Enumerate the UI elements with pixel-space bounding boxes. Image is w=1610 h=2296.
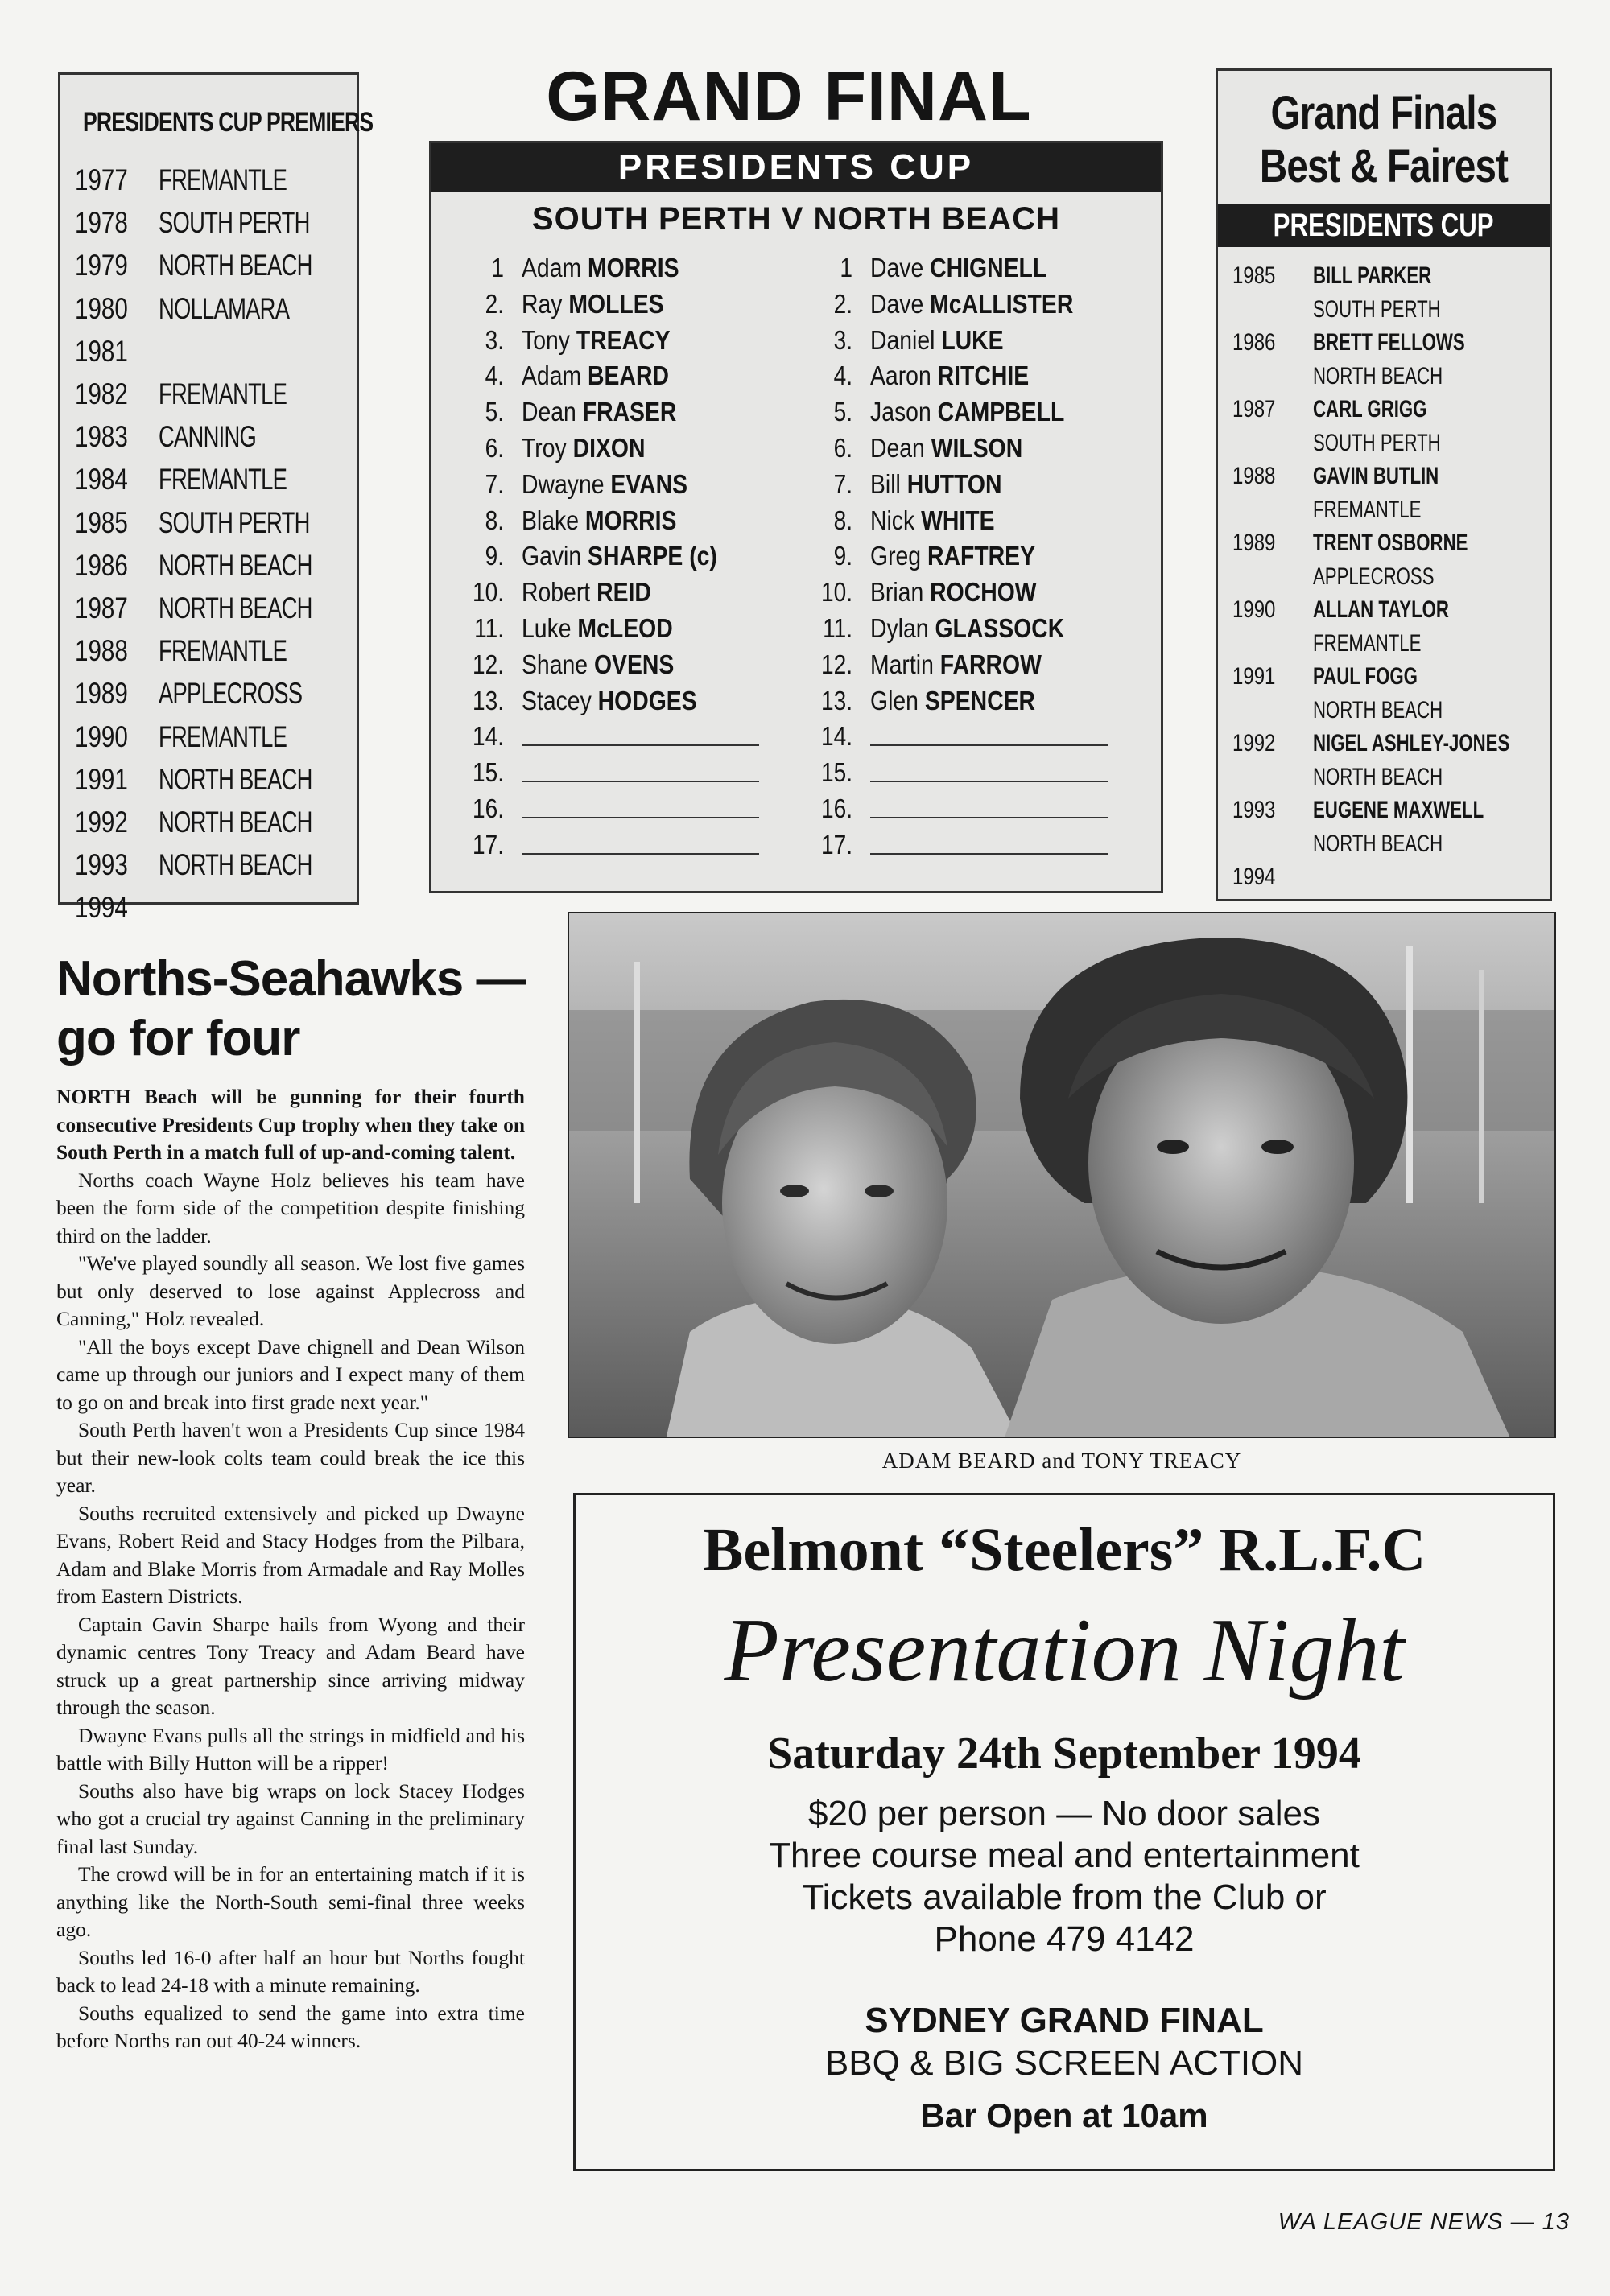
grand-final-title: GRAND FINAL: [546, 58, 1032, 135]
premiers-year: 1992: [75, 806, 128, 839]
team-player-row: [812, 430, 1134, 466]
player-name: [870, 646, 1042, 682]
premiers-club: FREMANTLE: [159, 163, 287, 196]
player-name: [870, 286, 1073, 322]
team-player-row: [812, 357, 1134, 394]
page-footer: WA LEAGUE NEWS — 13: [1278, 2209, 1570, 2235]
player-name: [522, 394, 676, 430]
team-player-row: [812, 538, 1134, 574]
premiers-row: [75, 674, 353, 713]
ad-bar-open: Bar Open at 10am: [920, 2096, 1208, 2134]
team-player-row: [464, 754, 786, 790]
team-player-row: [464, 646, 786, 682]
player-number: 7.: [485, 468, 504, 499]
player-first-name: Jason: [870, 397, 931, 427]
player-number: 1: [491, 253, 504, 282]
premiers-row: [75, 546, 366, 585]
best-fairest-row: [1232, 527, 1522, 559]
team-player-row: [464, 682, 786, 719]
team-player-row: [464, 718, 786, 754]
best-fairest-year: 1986: [1232, 329, 1276, 356]
player-number: 10.: [473, 577, 504, 608]
player-first-name: Martin: [870, 649, 934, 679]
player-name: [522, 430, 645, 466]
best-fairest-name: ALLAN TAYLOR: [1313, 596, 1449, 623]
team-player-row: [812, 682, 1134, 719]
presentation-night-ad: [573, 1493, 1555, 2171]
best-fairest-year: 1992: [1232, 730, 1276, 756]
player-number: 9.: [833, 541, 852, 571]
blank-entry-line: [522, 853, 759, 855]
player-number: 12.: [821, 649, 852, 679]
player-first-name: Glen: [870, 685, 919, 715]
player-name: [870, 466, 1001, 502]
player-number: 2.: [833, 288, 852, 319]
best-fairest-club: NORTH BEACH: [1313, 697, 1443, 723]
best-fairest-title-line1: Grand Finals: [1270, 87, 1497, 139]
player-surname: REID: [597, 577, 651, 608]
player-name: [522, 682, 697, 719]
team-player-row: [812, 394, 1134, 430]
best-fairest-club: NORTH BEACH: [1313, 764, 1443, 790]
player-surname: EVANS: [610, 468, 688, 499]
team-player-row: [812, 286, 1134, 322]
team-player-row: [812, 502, 1134, 538]
player-number: 14.: [473, 721, 504, 752]
premiers-club: NORTH BEACH: [159, 249, 312, 282]
player-name: [522, 286, 664, 322]
player-number: 11.: [823, 613, 852, 643]
player-surname: WILSON: [931, 433, 1023, 463]
player-surname: ROCHOW: [930, 577, 1037, 608]
best-fairest-year: 1990: [1232, 596, 1276, 623]
player-name: [522, 538, 717, 574]
player-number: 17.: [473, 829, 504, 859]
best-fairest-name: CARL GRIGG: [1313, 396, 1427, 423]
premiers-club: FREMANTLE: [159, 719, 287, 753]
best-fairest-table: [1216, 68, 1552, 901]
article-paragraph: The crowd will be in for an entertaining match if it is anything like the North-South semi-final three weeks ago.: [56, 1862, 525, 1941]
premiers-year: 1990: [75, 719, 128, 753]
best-fairest-club: FREMANTLE: [1313, 630, 1422, 657]
best-fairest-club: NORTH BEACH: [1313, 831, 1443, 857]
player-number: 5.: [833, 397, 852, 427]
premiers-year: 1979: [75, 249, 128, 282]
blank-entry-line: [870, 744, 1108, 746]
best-fairest-name: TRENT OSBORNE: [1313, 530, 1468, 556]
premiers-club: NORTH BEACH: [159, 848, 312, 882]
ad-price-line: $20 per person — No door sales: [808, 1794, 1320, 1833]
premiers-row: [75, 846, 366, 884]
premiers-row: [75, 589, 366, 628]
player-number: 17.: [821, 829, 852, 859]
team-player-row: [464, 790, 786, 826]
best-fairest-row: [1232, 594, 1496, 626]
premiers-year: 1980: [75, 291, 128, 325]
premiers-club: NOLLAMARA: [159, 291, 290, 325]
ad-date: Saturday 24th September 1994: [767, 1729, 1361, 1779]
presidents-cup-bar: PRESIDENTS CUP: [431, 143, 1161, 192]
team-player-row: [464, 394, 786, 430]
team-player-row: [464, 610, 786, 646]
premiers-club: NORTH BEACH: [159, 762, 312, 796]
best-fairest-year: 1993: [1232, 797, 1276, 823]
player-name: [522, 249, 679, 286]
team-player-row: [464, 322, 786, 358]
team-player-row: [812, 826, 1134, 863]
team-player-row: [464, 502, 786, 538]
player-surname: MORRIS: [584, 505, 677, 535]
premiers-row: [75, 460, 332, 499]
article-body: [56, 1083, 525, 2055]
player-surname: CHIGNELL: [930, 253, 1047, 282]
grand-final-teams: [429, 141, 1163, 893]
photo-caption: ADAM BEARD and TONY TREACY: [881, 1449, 1242, 1473]
premiers-row: [75, 718, 332, 756]
player-first-name: Blake: [522, 505, 580, 535]
player-name: [870, 322, 1004, 358]
best-fairest-year: 1991: [1232, 663, 1276, 690]
player-first-name: Dave: [870, 288, 924, 319]
player-first-name: Stacey: [522, 685, 592, 715]
premiers-year: 1984: [75, 463, 128, 497]
ad-meal-line: Three course meal and entertainment: [769, 1836, 1360, 1875]
player-name: [522, 466, 687, 502]
player-surname: SPENCER: [924, 685, 1036, 715]
ad-tickets-line: Tickets available from the Club or: [802, 1878, 1327, 1917]
best-fairest-row: [1232, 861, 1313, 893]
premiers-row: [75, 761, 366, 799]
article-paragraph: Souths equalized to send the game into extra time before Norths ran out 40-24 winners.: [56, 2001, 525, 2052]
premiers-row: [75, 246, 366, 285]
premiers-row: [75, 632, 332, 670]
player-number: 15.: [473, 757, 504, 788]
player-surname: GLASSOCK: [935, 613, 1065, 643]
best-fairest-year: 1985: [1232, 262, 1276, 289]
player-number: 5.: [485, 397, 504, 427]
player-number: 16.: [473, 794, 504, 823]
player-number: 4.: [485, 361, 504, 391]
player-number: 9.: [485, 541, 504, 571]
team-player-row: [812, 466, 1134, 502]
player-first-name: Adam: [522, 361, 582, 391]
player-surname: DIXON: [572, 433, 646, 463]
best-fairest-name: NIGEL ASHLEY-JONES: [1313, 730, 1510, 756]
blank-entry-line: [522, 781, 759, 782]
headline-line2: go for four: [56, 1011, 300, 1066]
player-number: 3.: [485, 324, 504, 355]
player-first-name: Brian: [870, 577, 924, 608]
article-paragraph: Dwayne Evans pulls all the strings in midfield and his battle with Billy Hutton will be a ripper!: [56, 1723, 525, 1775]
article-paragraph: NORTH Beach will be gunning for their fourth consecutive Presidents Cup trophy when they take on South Perth in a match full of up-and-coming talent.: [56, 1085, 525, 1164]
player-number: 7.: [833, 468, 852, 499]
player-surname: McLEOD: [577, 613, 673, 643]
premiers-club: FREMANTLE: [159, 463, 287, 497]
team-player-row: [812, 754, 1134, 790]
article-paragraph: Souths led 16-0 after half an hour but Norths fought back to lead 24-18 with a minute remaining.: [56, 1945, 525, 1997]
player-name: [522, 646, 674, 682]
team-player-row: [464, 466, 786, 502]
player-surname: MORRIS: [588, 253, 679, 282]
player-first-name: Dean: [522, 397, 576, 427]
premiers-club: SOUTH PERTH: [159, 206, 310, 240]
player-photo-illustration: [569, 913, 1556, 1438]
best-fairest-bar: [1218, 204, 1550, 247]
premiers-club: FREMANTLE: [159, 634, 287, 668]
player-name: [522, 357, 669, 394]
team-player-row: [812, 790, 1134, 826]
player-number: 13.: [473, 685, 504, 715]
player-surname: WHITE: [921, 505, 995, 535]
best-fairest-row: [1232, 661, 1455, 693]
player-first-name: Dylan: [870, 613, 929, 643]
team-player-row: [464, 430, 786, 466]
player-number: 15.: [821, 757, 852, 788]
ad-sydney-grand-final: SYDNEY GRAND FINAL: [865, 2001, 1264, 2040]
best-fairest-name: GAVIN BUTLIN: [1313, 463, 1439, 489]
best-fairest-club: SOUTH PERTH: [1313, 296, 1441, 323]
player-surname: RITCHIE: [937, 361, 1030, 391]
player-photo: [568, 912, 1556, 1438]
player-number: 10.: [821, 577, 852, 608]
player-surname: HUTTON: [906, 468, 1002, 499]
player-first-name: Tony: [522, 324, 570, 355]
premiers-row: [75, 418, 291, 456]
player-first-name: Dean: [870, 433, 925, 463]
player-name: [870, 357, 1029, 394]
player-name: [870, 394, 1064, 430]
blank-entry-line: [522, 744, 759, 746]
player-first-name: Ray: [522, 288, 563, 319]
player-number: 13.: [821, 685, 852, 715]
premiers-row: [75, 290, 335, 328]
best-fairest-year: 1994: [1232, 864, 1276, 890]
premiers-year: 1978: [75, 206, 128, 240]
premiers-year: 1981: [75, 334, 128, 368]
best-fairest-bar-label: PRESIDENTS CUP: [1274, 208, 1494, 243]
premiers-year: 1994: [75, 891, 128, 925]
premiers-club: APPLECROSS: [159, 677, 303, 711]
team-player-row: [812, 574, 1134, 610]
player-first-name: Nick: [870, 505, 915, 535]
player-number: 11.: [474, 613, 504, 643]
player-name: [870, 502, 995, 538]
team-player-row: [812, 610, 1134, 646]
blank-entry-line: [870, 853, 1108, 855]
best-fairest-name: PAUL FOGG: [1313, 663, 1418, 690]
player-name: [870, 538, 1035, 574]
article-paragraph: South Perth haven't won a Presidents Cup since 1984 but their new-look colts team could break the ice this year.: [56, 1418, 525, 1497]
premiers-row: [75, 888, 159, 927]
premiers-year: 1977: [75, 163, 128, 196]
team-player-row: [464, 249, 786, 286]
player-name: [870, 430, 1022, 466]
premiers-year: 1989: [75, 677, 128, 711]
premiers-club: NORTH BEACH: [159, 592, 312, 624]
player-name: [522, 574, 651, 610]
ad-club-name: Belmont “Steelers” R.L.F.C: [702, 1516, 1426, 1584]
player-surname: OVENS: [593, 649, 675, 679]
player-number: 14.: [821, 721, 852, 752]
player-surname: MOLLES: [568, 288, 664, 319]
player-name: [522, 322, 671, 358]
player-surname: McALLISTER: [930, 288, 1074, 319]
premiers-row: [75, 161, 332, 200]
ad-event-title: Presentation Night: [724, 1601, 1405, 1700]
player-surname: RAFTREY: [927, 541, 1036, 571]
article-paragraph: Souths also have big wraps on lock Stacey Hodges who got a crucial try against Canning in the preliminary final last Sunday.: [56, 1779, 525, 1858]
player-surname: SHARPE (c): [588, 541, 717, 571]
premiers-year: 1986: [75, 548, 128, 582]
premiers-row: [75, 504, 363, 542]
article-paragraph: Norths coach Wayne Holz believes his team have been the form side of the competition despite finishing third on the ladder.: [56, 1168, 525, 1247]
premiers-row: [75, 332, 159, 371]
player-number: 8.: [485, 505, 504, 535]
premiers-table: [58, 72, 374, 925]
premiers-club: FREMANTLE: [159, 377, 287, 410]
team-player-row: [464, 357, 786, 394]
article-paragraph: Captain Gavin Sharpe hails from Wyong and their dynamic centres Tony Treacy and Adam Beard have struck up a great partnership since arriving midway through the season.: [56, 1612, 525, 1719]
best-fairest-name: EUGENE MAXWELL: [1313, 797, 1484, 823]
player-first-name: Aaron: [870, 361, 931, 391]
player-surname: BEARD: [588, 361, 669, 391]
player-number: 2.: [485, 288, 504, 319]
best-fairest-row: [1232, 260, 1473, 292]
player-number: 12.: [473, 649, 504, 679]
premiers-club: NORTH BEACH: [159, 548, 312, 582]
player-number: 3.: [833, 324, 852, 355]
best-fairest-year: 1988: [1232, 463, 1276, 489]
premiers-year: 1983: [75, 420, 128, 454]
article-paragraph: Souths recruited extensively and picked up Dwayne Evans, Robert Reid and Stacy Hodges from the Pilbara, Adam and Blake Morris from Armadale and Ray Molles from Eastern Districts.: [56, 1501, 525, 1608]
player-first-name: Bill: [870, 468, 901, 499]
premiers-row: [75, 375, 332, 414]
player-name: [870, 610, 1064, 646]
team-player-row: [464, 826, 786, 863]
premiers-year: 1982: [75, 377, 128, 410]
blank-entry-line: [870, 781, 1108, 782]
player-surname: LUKE: [941, 324, 1004, 355]
premiers-year: 1988: [75, 634, 128, 668]
best-fairest-row: [1232, 794, 1544, 826]
player-name: [870, 574, 1037, 610]
premiers-row: [75, 803, 366, 842]
premiers-year: 1987: [75, 592, 128, 624]
premiers-year: 1993: [75, 848, 128, 882]
premiers-year: 1985: [75, 505, 128, 539]
article-headline: [56, 950, 539, 1069]
player-first-name: Greg: [870, 541, 922, 571]
player-first-name: Shane: [522, 649, 588, 679]
blank-entry-line: [870, 817, 1108, 818]
team-player-row: [812, 718, 1134, 754]
team-player-row: [812, 249, 1134, 286]
player-number: 8.: [833, 505, 852, 535]
player-name: [522, 610, 673, 646]
best-fairest-name: BILL PARKER: [1313, 262, 1432, 289]
player-first-name: Dave: [870, 253, 924, 282]
team-player-row: [464, 574, 786, 610]
player-name: [870, 682, 1035, 719]
team-player-row: [464, 538, 786, 574]
player-number: 4.: [833, 361, 852, 391]
blank-entry-line: [522, 817, 759, 818]
player-first-name: Troy: [522, 433, 567, 463]
best-fairest-row: [1232, 460, 1483, 493]
best-fairest-row: [1232, 327, 1518, 359]
team-player-row: [812, 322, 1134, 358]
player-first-name: Adam: [522, 253, 582, 282]
best-fairest-club: FREMANTLE: [1313, 497, 1422, 523]
team-player-row: [812, 646, 1134, 682]
premiers-year: 1991: [75, 762, 128, 796]
player-first-name: Dwayne: [522, 468, 605, 499]
player-first-name: Luke: [522, 613, 572, 643]
player-number: 1: [840, 253, 852, 282]
player-surname: HODGES: [597, 685, 697, 715]
premiers-title: PRESIDENTS CUP PREMIERS: [83, 107, 374, 138]
ad-phone-line: Phone 479 4142: [934, 1919, 1195, 1959]
article-paragraph: "All the boys except Dave chignell and Dean Wilson came up through our juniors and I expect many of them to go on and break into first grade next year.": [56, 1334, 525, 1414]
best-fairest-row: [1232, 728, 1579, 760]
best-fairest-club: NORTH BEACH: [1313, 363, 1443, 390]
best-fairest-name: BRETT FELLOWS: [1313, 329, 1465, 356]
best-fairest-year: 1989: [1232, 530, 1276, 556]
best-fairest-club: SOUTH PERTH: [1313, 430, 1441, 456]
premiers-club: SOUTH PERTH: [159, 505, 310, 539]
player-surname: TREACY: [576, 324, 671, 355]
player-name: [870, 249, 1046, 286]
player-number: 6.: [833, 433, 852, 463]
best-fairest-club: APPLECROSS: [1313, 563, 1435, 590]
player-surname: FRASER: [582, 397, 677, 427]
best-fairest-year: 1987: [1232, 396, 1276, 423]
headline-line1: Norths-Seahawks —: [56, 951, 526, 1007]
player-number: 16.: [821, 794, 852, 823]
premiers-club: NORTH BEACH: [159, 806, 312, 839]
article-paragraph: "We've played soundly all season. We lost five games but only deserved to lose against Applecross and Canning," Holz revealed.: [56, 1251, 525, 1330]
best-fairest-title-line2: Best & Fairest: [1259, 140, 1509, 192]
player-first-name: Daniel: [870, 324, 935, 355]
premiers-row: [75, 204, 363, 242]
player-first-name: Robert: [522, 577, 591, 608]
player-surname: CAMPBELL: [937, 397, 1065, 427]
ad-bbq-line: BBQ & BIG SCREEN ACTION: [824, 2043, 1304, 2083]
match-heading: SOUTH PERTH V NORTH BEACH: [531, 201, 1061, 237]
player-number: 6.: [485, 433, 504, 463]
team-player-row: [464, 286, 786, 322]
player-surname: FARROW: [939, 649, 1042, 679]
player-first-name: Gavin: [522, 541, 582, 571]
best-fairest-row: [1232, 394, 1467, 426]
premiers-club: CANNING: [159, 420, 257, 454]
player-name: [522, 502, 676, 538]
